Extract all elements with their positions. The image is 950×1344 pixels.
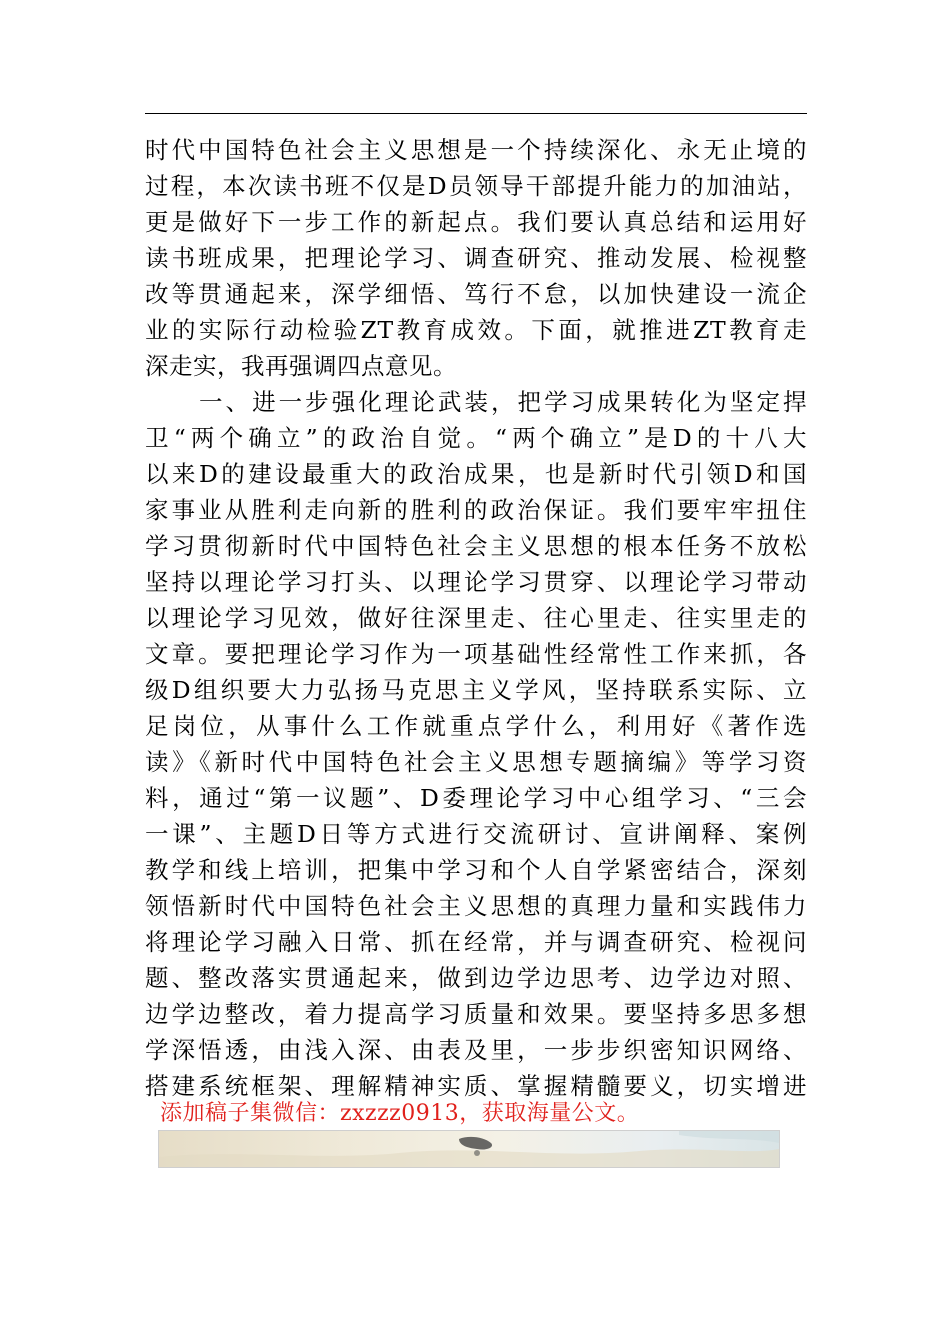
text-line: 文章。要把理论学习作为一项基础性经常性工作来抓，各 bbox=[145, 640, 807, 668]
text-line: 过程，本次读书班不仅是D员领导干部提升能力的加油站， bbox=[145, 172, 807, 200]
text-line: 以来D的建设最重大的政治成果，也是新时代引领D和国 bbox=[145, 460, 807, 488]
text-line: 坚持以理论学习打头、以理论学习贯穿、以理论学习带动 bbox=[145, 568, 807, 596]
text-line: 一、进一步强化理论武装，把学习成果转化为坚定捍 bbox=[199, 388, 807, 416]
text-line: 读》《新时代中国特色社会主义思想专题摘编》等学习资 bbox=[145, 748, 807, 776]
ad-text: 添加稿子集微信：zxzzz0913，获取海量公文。 bbox=[160, 1101, 640, 1126]
text-line: 足岗位，从事什么工作就重点学什么，利用好《著作选 bbox=[145, 712, 807, 740]
text-line: 级D组织要大力弘扬马克思主义学风，坚持联系实际、立 bbox=[145, 676, 807, 704]
decorative-banner bbox=[158, 1130, 780, 1168]
text-line: 边学边整改，着力提高学习质量和效果。要坚持多思多想 bbox=[145, 1000, 807, 1028]
text-line: 更是做好下一步工作的新起点。我们要认真总结和运用好 bbox=[145, 208, 807, 236]
document-body bbox=[145, 132, 807, 1104]
text-line: 深走实，我再强调四点意见。 bbox=[145, 352, 457, 380]
header-rule bbox=[145, 113, 807, 114]
text-line: 读书班成果，把理论学习、调查研究、推动发展、检视整 bbox=[145, 244, 807, 272]
text-line: 业的实际行动检验ZT教育成效。下面，就推进ZT教育走 bbox=[145, 316, 807, 344]
text-line: 题、整改落实贯通起来，做到边学边思考、边学边对照、 bbox=[145, 964, 807, 992]
text-line: 以理论学习见效，做好往深里走、往心里走、往实里走的 bbox=[145, 604, 807, 632]
text-line: 将理论学习融入日常、抓在经常，并与调查研究、检视问 bbox=[145, 928, 807, 956]
banner-decoration-icon bbox=[159, 1131, 779, 1167]
text-line: 时代中国特色社会主义思想是一个持续深化、永无止境的 bbox=[145, 136, 807, 164]
text-line: 一课”、主题D日等方式进行交流研讨、宣讲阐释、案例 bbox=[145, 820, 807, 848]
text-line: 料，通过“第一议题”、D委理论学习中心组学习、“三会 bbox=[145, 784, 807, 812]
text-line: 学深悟透，由浅入深、由表及里，一步步织密知识网络、 bbox=[145, 1036, 807, 1064]
text-line: 领悟新时代中国特色社会主义思想的真理力量和实践伟力 bbox=[145, 892, 807, 920]
text-line: 卫“两个确立”的政治自觉。“两个确立”是D的十八大 bbox=[145, 424, 807, 452]
text-line: 学习贯彻新时代中国特色社会主义思想的根本任务不放松 bbox=[145, 532, 807, 560]
text-line: 家事业从胜利走向新的胜利的政治保证。我们要牢牢扭住 bbox=[145, 496, 807, 524]
text-line: 改等贯通起来，深学细悟、笃行不怠，以加快建设一流企 bbox=[145, 280, 807, 308]
text-line: 搭建系统框架、理解精神实质、掌握精髓要义，切实增进 bbox=[145, 1072, 807, 1100]
text-line: 教学和线上培训，把集中学习和个人自学紧密结合，深刻 bbox=[145, 856, 807, 884]
